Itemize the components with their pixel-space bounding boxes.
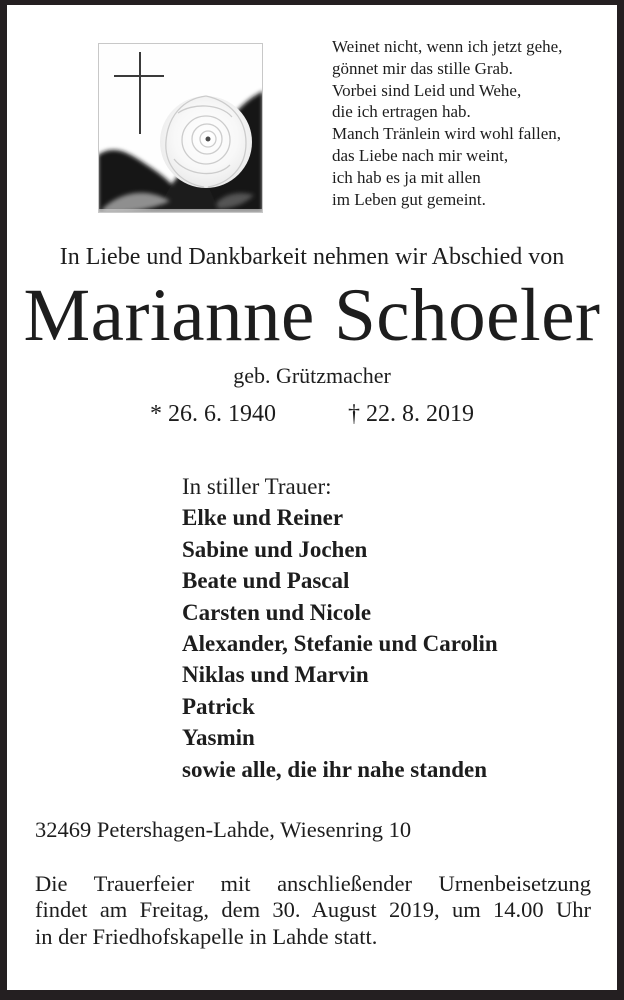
- birth-date: * 26. 6. 1940: [150, 401, 276, 427]
- life-dates: [0, 400, 624, 428]
- rose-icon: [160, 96, 252, 188]
- mourner-name: Carsten und Nicole: [182, 599, 372, 625]
- mourner-name: Alexander, Stefanie und Carolin: [182, 631, 498, 657]
- poem-line: die ich ertragen hab.: [332, 102, 471, 122]
- mourner-name: Beate und Pascal: [182, 568, 350, 594]
- poem-line: Weinet nicht, wenn ich jetzt gehe,: [332, 37, 563, 56]
- deceased-name: Marianne Schoeler: [23, 274, 601, 357]
- death-date: † 22. 8. 2019: [348, 401, 474, 427]
- mourners-heading: In stiller Trauer:: [182, 474, 332, 499]
- funeral-info-line: Die Trauerfeier mit anschließender Urnenbeisetzung: [35, 871, 591, 896]
- poem-line: ich hab es ja mit allen: [332, 167, 481, 187]
- mourner-name: Elke und Reiner: [182, 505, 344, 531]
- mourner-name: Niklas und Marvin: [182, 662, 369, 688]
- poem-line: das Liebe nach mir weint,: [332, 145, 509, 165]
- maiden-name: geb. Grützmacher: [233, 363, 391, 388]
- memorial-poem: [332, 36, 562, 210]
- mourner-name: Yasmin: [182, 725, 255, 751]
- mourner-name: Sabine und Jochen: [182, 536, 368, 562]
- family-address: 32469 Petershagen-Lahde, Wiesenring 10: [35, 817, 412, 842]
- funeral-info-line: findet am Freitag, dem 30. August 2019, um 14.00 Uhr: [35, 897, 591, 923]
- poem-line: gönnet mir das stille Grab.: [332, 58, 513, 78]
- mourner-name: Patrick: [182, 693, 255, 719]
- poem-line: im Leben gut gemeint.: [332, 189, 486, 209]
- farewell-intro: In Liebe und Dankbarkeit nehmen wir Abschied von: [59, 244, 565, 270]
- poem-line: Manch Tränlein wird wohl fallen,: [332, 124, 561, 144]
- mourners-list: [182, 471, 498, 785]
- memorial-photo: [98, 43, 263, 213]
- mourner-name: sowie alle, die ihr nahe standen: [182, 756, 487, 782]
- funeral-info: [35, 871, 591, 950]
- poem-line: Vorbei sind Leid und Wehe,: [332, 80, 522, 100]
- funeral-info-line: in der Friedhofskapelle in Lahde statt.: [35, 923, 378, 949]
